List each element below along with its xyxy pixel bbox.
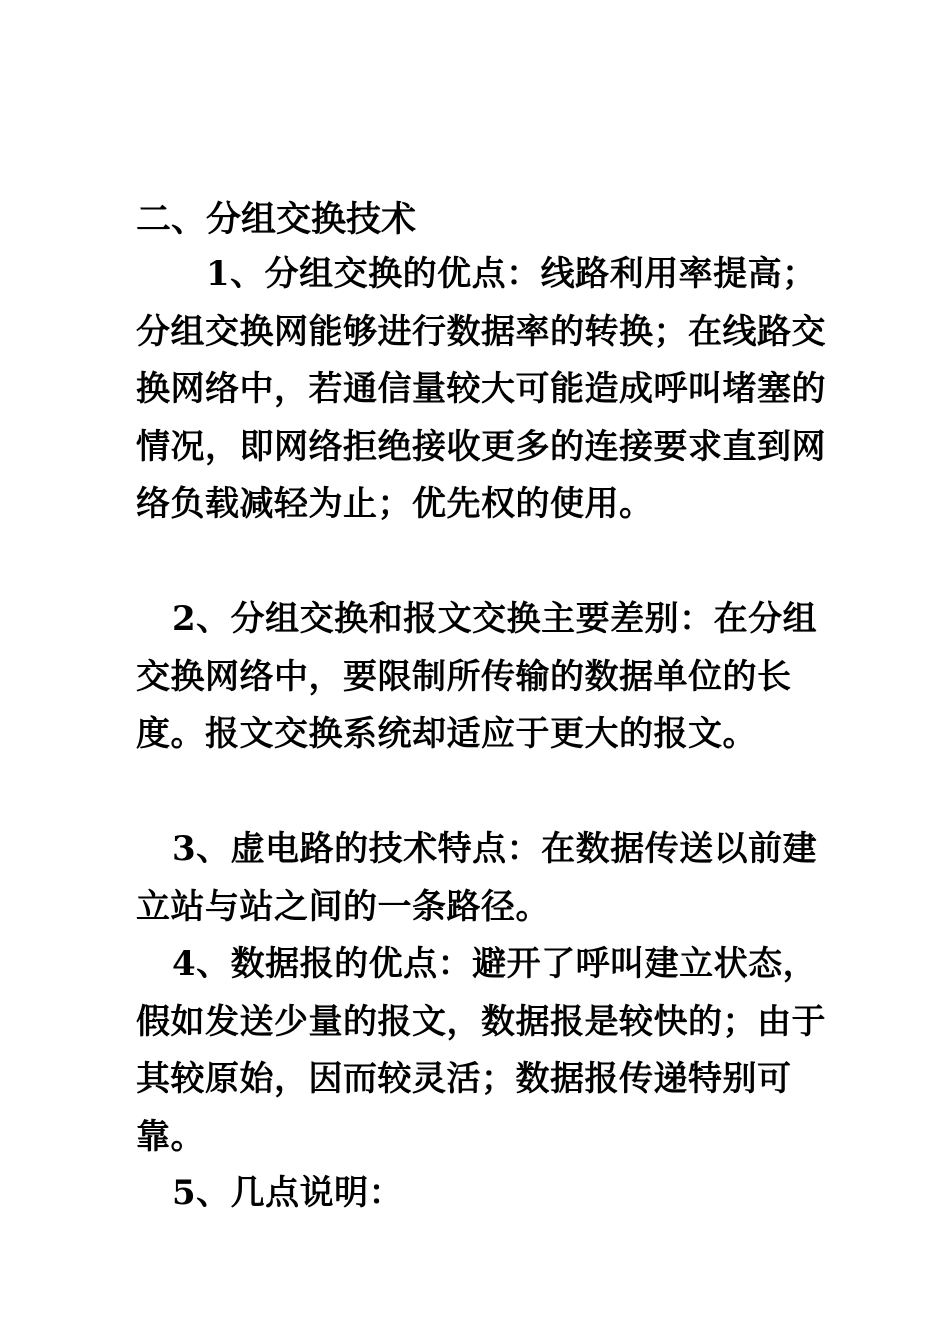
paragraph-packet-vs-message-switching: 2、分组交换和报文交换主要差别：在分组交换网络中，要限制所传输的数据单位的长度。报文交换系统却适应于更大的报文。 (136, 599, 818, 754)
paragraph-virtual-circuit: 3、虚电路的技术特点：在数据传送以前建立站与站之间的一条路径。 (136, 829, 818, 927)
paragraph-packet-switching-advantages: 1、分组交换的优点：线路利用率提高；分组交换网能够进行数据率的转换；在线路交换网络中，若通信量较大可能造成呼叫堵塞的情况，即网络拒绝接收更多的连接要求直到网络负载减轻为止；优先权的使用。 (136, 254, 826, 524)
paragraph-datagram-advantages: 4、数据报的优点：避开了呼叫建立状态，假如发送少量的报文，数据报是较快的；由于其较原始，因而较灵活；数据报传递特别可靠。 (136, 944, 826, 1157)
paragraph-notes: 5、几点说明： (172, 1173, 404, 1213)
section-title: 二、分组交换技术 (136, 200, 417, 240)
